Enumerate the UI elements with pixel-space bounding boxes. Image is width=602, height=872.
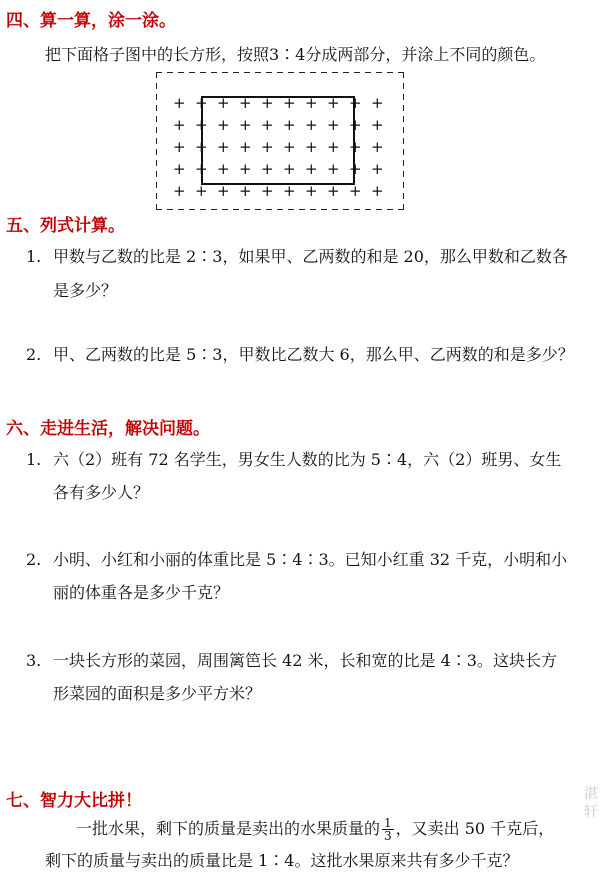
grid-cross: + (195, 116, 208, 134)
section6-heading: 六、走进生活，解决问题。 (6, 419, 210, 439)
s5-q2-line1: 甲、乙两数的比是 5∶3，甲数比乙数大 6，那么甲、乙两数的和是多少？ (53, 345, 574, 364)
grid-cross: + (305, 116, 318, 134)
grid-cross: + (173, 116, 186, 134)
grid-border-top (156, 72, 404, 73)
grid-cross: + (349, 160, 362, 178)
grid-cross: + (349, 94, 362, 112)
grid-cross: + (327, 116, 340, 134)
grid-cross: + (305, 182, 318, 200)
grid-cross: + (283, 138, 296, 156)
watermark: 湛轩 (584, 786, 598, 820)
grid-cross: + (239, 138, 252, 156)
s6-q3-line1: 一块长方形的菜园，周围篱笆长 42 米，长和宽的比是 4∶3。这块长方 (53, 651, 557, 670)
grid-cross: + (371, 138, 384, 156)
grid-cross: + (349, 116, 362, 134)
grid-cross: + (217, 116, 230, 134)
section7-heading: 七、智力大比拼！ (6, 791, 142, 811)
grid-cross: + (261, 94, 274, 112)
s6-q1-line1: 六（2）班有 72 名学生，男女生人数的比为 5∶4，六（2）班男、女生 (53, 450, 562, 469)
s6-q1-number: 1. (26, 450, 42, 469)
s7-line1-part1: 一批水果，剩下的质量是卖出的水果质量的 (76, 819, 381, 838)
grid-cross: + (261, 116, 274, 134)
s6-q3-number: 3. (26, 651, 42, 670)
grid-cross: + (173, 138, 186, 156)
s5-q2-number: 2. (26, 345, 42, 364)
grid-cross: + (239, 182, 252, 200)
grid-cross: + (173, 182, 186, 200)
grid-cross: + (327, 94, 340, 112)
grid-cross: + (349, 138, 362, 156)
grid-border-left (156, 72, 157, 210)
s6-q1-line2: 各有多少人？ (53, 483, 150, 502)
grid-cross: + (195, 138, 208, 156)
fraction-numerator: 1 (384, 816, 392, 830)
section4-instruction: 把下面格子图中的长方形，按照3∶4分成两部分，并涂上不同的颜色。 (45, 45, 546, 64)
grid-cross: + (239, 116, 252, 134)
grid-figure (156, 72, 404, 210)
grid-cross: + (239, 160, 252, 178)
section4-heading: 四、算一算，涂一涂。 (6, 11, 176, 31)
grid-cross: + (327, 160, 340, 178)
grid-cross: + (239, 94, 252, 112)
grid-cross: + (283, 94, 296, 112)
grid-cross: + (305, 138, 318, 156)
rectangle-outline (201, 96, 355, 185)
grid-cross: + (371, 116, 384, 134)
s6-q2-number: 2. (26, 550, 42, 569)
grid-cross: + (371, 160, 384, 178)
grid-cross: + (305, 160, 318, 178)
s6-q2-line2: 丽的体重各是多少千克？ (53, 583, 230, 602)
grid-cross: + (217, 182, 230, 200)
grid-cross: + (327, 138, 340, 156)
grid-cross: + (371, 94, 384, 112)
grid-cross: + (195, 94, 208, 112)
s5-q1-line2: 是多少？ (53, 281, 118, 300)
section5-heading: 五、列式计算。 (6, 216, 125, 236)
fraction (382, 817, 394, 842)
grid-cross: + (261, 160, 274, 178)
grid-cross: + (195, 160, 208, 178)
s7-line1-part2: ，又卖出 50 千克后， (395, 819, 555, 838)
grid-cross: + (173, 94, 186, 112)
grid-cross: + (217, 160, 230, 178)
grid-cross: + (349, 182, 362, 200)
s7-line2: 剩下的质量与卖出的质量比是 1∶4。这批水果原来共有多少千克？ (45, 851, 519, 870)
grid-cross: + (283, 116, 296, 134)
grid-border-bottom (156, 209, 404, 210)
s7-line1 (76, 817, 554, 842)
grid-cross: + (173, 160, 186, 178)
grid-cross: + (217, 94, 230, 112)
grid-cross: + (261, 138, 274, 156)
grid-cross: + (217, 138, 230, 156)
s6-q2-line1: 小明、小红和小丽的体重比是 5∶4∶3。已知小红重 32 千克，小明和小 (53, 550, 568, 569)
grid-cross: + (195, 182, 208, 200)
s5-q1-line1: 甲数与乙数的比是 2∶3，如果甲、乙两数的和是 20，那么甲数和乙数各 (53, 247, 568, 266)
grid-cross: + (371, 182, 384, 200)
grid-cross: + (261, 182, 274, 200)
grid-cross: + (305, 94, 318, 112)
s5-q1-number: 1. (26, 247, 42, 266)
grid-cross: + (283, 160, 296, 178)
grid-cross: + (327, 182, 340, 200)
fraction-denominator: 3 (384, 829, 392, 843)
s6-q3-line2: 形菜园的面积是多少平方米？ (53, 684, 262, 703)
grid-border-right (403, 72, 404, 210)
grid-cross: + (283, 182, 296, 200)
